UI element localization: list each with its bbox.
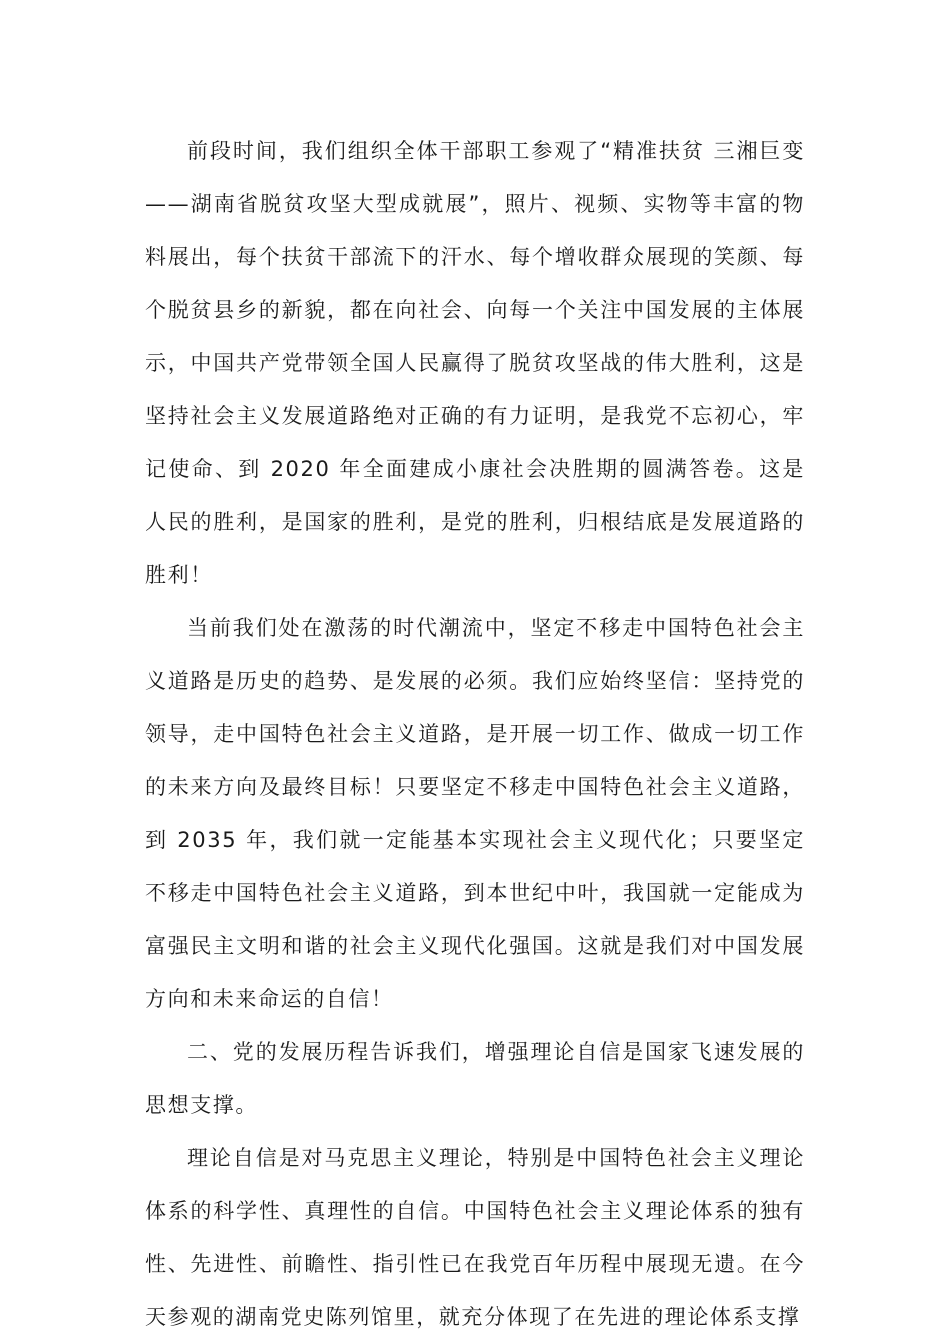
section-heading-theory-confidence: 二、党的发展历程告诉我们，增强理论自信是国家飞速发展的思想支撑。	[145, 1040, 805, 1117]
document-body	[145, 125, 805, 1344]
paragraph-socialist-road: 当前我们处在激荡的时代潮流中，坚定不移走中国特色社会主义道路是历史的趋势、是发展的必须。我们应始终坚信：坚持党的领导，走中国特色社会主义道路，是开展一切工作、做成一切工作的未来方向及最终目标！只要坚定不移走中国特色社会主义道路，到 2035 年，我们就一定能基本实现社会主义现代化；只要坚定不移走中国特色社会主义道路，到本世纪中叶，我国就一定能成为富强民主文明和谐的社会主义现代化强国。这就是我们对中国发展方向和未来命运的自信！	[145, 616, 805, 1011]
paragraph-theory-confidence: 理论自信是对马克思主义理论，特别是中国特色社会主义理论体系的科学性、真理性的自信。中国特色社会主义理论体系的独有性、先进性、前瞻性、指引性已在我党百年历程中展现无遗。在今天参观的湖南党史陈列馆里，就充分体现了在先进的理论体系支撑	[145, 1146, 805, 1329]
paragraph-poverty-exhibition: 前段时间，我们组织全体干部职工参观了“精准扶贫 三湘巨变——湖南省脱贫攻坚大型成就展”，照片、视频、实物等丰富的物料展出，每个扶贫干部流下的汗水、每个增收群众展现的笑颜、每个脱贫县乡的新貌，都在向社会、向每一个关注中国发展的主体展示，中国共产党带领全国人民赢得了脱贫攻坚战的伟大胜利，这是坚持社会主义发展道路绝对正确的有力证明，是我党不忘初心，牢记使命、到 2020 年全面建成小康社会决胜期的圆满答卷。这是人民的胜利，是国家的胜利，是党的胜利，归根结底是发展道路的胜利！	[145, 139, 805, 587]
